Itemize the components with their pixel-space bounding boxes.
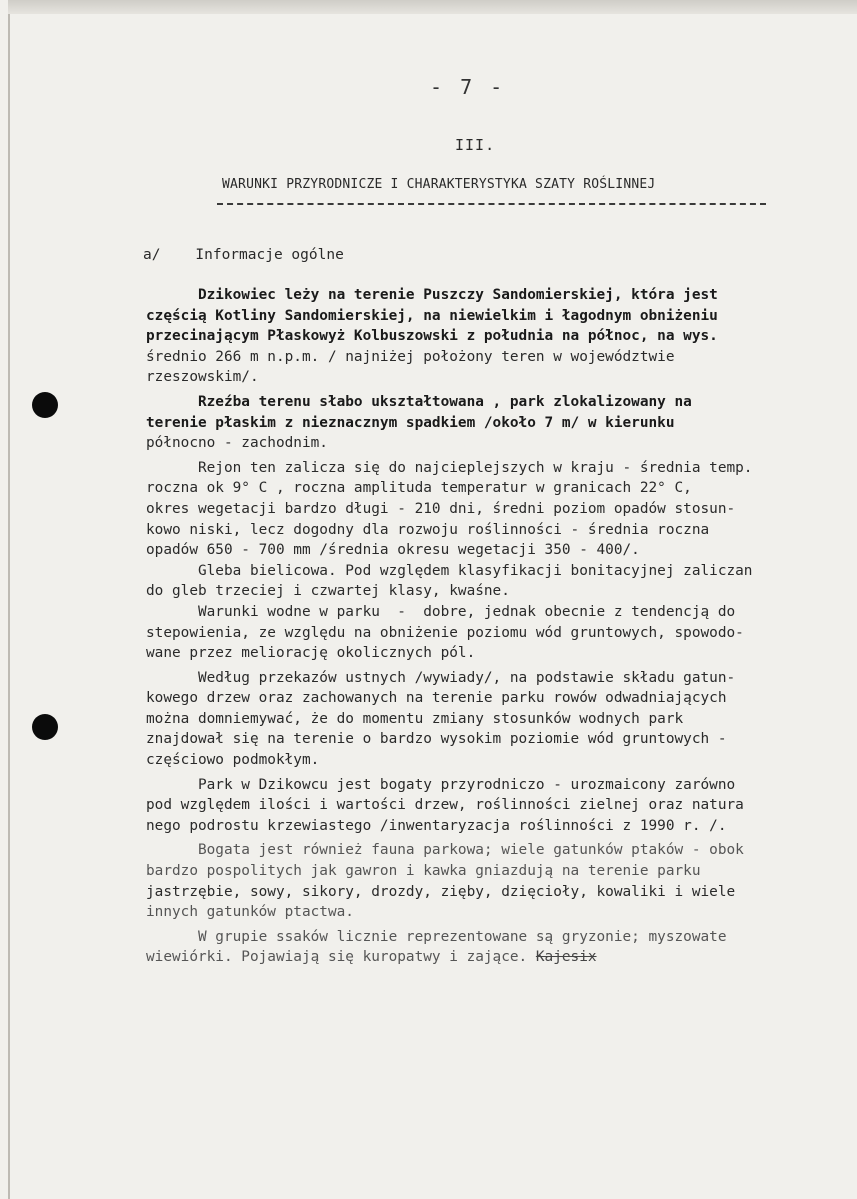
text-line: Park w Dzikowcu jest bogaty przyrodniczo - urozmaicony zarówno [146,776,736,793]
text-line: jastrzębie, sowy, sikory, drozdy, zięby, dzięcioły, kowaliki i wiele [146,883,736,900]
page-number: - 7 - [430,75,506,99]
body-text [146,285,846,968]
text-line: do gleb trzeciej i czwartej klasy, kwaśne. [146,583,510,600]
text-line: innych gatunków ptactwa. [146,904,354,921]
scan-edge-top [8,0,857,14]
section-numeral: III. [455,136,496,154]
text-line: Gleba bielicowa. Pod względem klasyfikacji bonitacyjnej zaliczan [146,562,753,579]
text-line: można domniemywać, że do momentu zmiany stosunków wodnych park [146,710,684,727]
text-line: północno - zachodnim. [146,435,328,452]
text-line: Rzeźba terenu słabo ukształtowana , park zlokalizowany na [146,393,692,410]
text-line: Według przekazów ustnych /wywiady/, na podstawie składu gatun- [146,669,736,686]
title-underline [217,203,766,205]
subheading-label: a/ [143,247,161,263]
text-line: nego podrostu krzewiastego /inwentaryzacja roślinności z 1990 r. /. [146,817,727,834]
text-line: stepowienia, ze względu na obniżenie poziomu wód gruntowych, spowodo- [146,624,744,641]
text-line: roczna ok 9° C , roczna amplituda temperatur w granicach 22° C, [146,480,692,497]
text-line: Dzikowiec leży na terenie Puszczy Sandomierskiej, która jest [146,287,718,303]
text-line: średnio 266 m n.p.m. / najniżej położony teren w województwie [146,348,675,365]
punch-hole-icon [32,392,58,418]
text-line-final [146,947,846,968]
text-line: bardzo pospolitych jak gawron i kawka gniazdują na terenie parku [146,863,701,880]
scan-edge-left [8,14,10,1199]
subheading-text: Informacje ogólne [195,247,344,263]
text-line: kowo niski, lecz dogodny dla rozwoju roślinności - średnia roczna [146,521,710,538]
struck-out-text: Kajesix [535,949,597,966]
text-line: Bogata jest również fauna parkowa; wiele gatunków ptaków - obok [146,842,744,859]
text-line: terenie płaskim z nieznacznym spadkiem /około 7 m/ w kierunku [146,414,675,431]
text-line: opadów 650 - 700 mm /średnia okresu wegetacji 350 - 400/. [146,542,640,559]
text-line: częściowo podmokłym. [146,752,320,769]
text-line: znajdował się na terenie o bardzo wysokim poziomie wód gruntowych - [146,731,727,748]
text-line: wane przez meliorację okolicznych pól. [146,645,476,662]
subheading [143,247,344,263]
punch-hole-icon [32,714,58,740]
text-line: częścią Kotliny Sandomierskiej, na niewielkim i łagodnym obniżeniu [146,307,718,324]
text-line: Warunki wodne w parku - dobre, jednak obecnie z tendencją do [146,603,736,620]
text-line: rzeszowskim/. [146,369,259,386]
page-title: WARUNKI PRZYRODNICZE I CHARAKTERYSTYKA SZATY ROŚLINNEJ [222,177,656,192]
text-line: Rejon ten zalicza się do najcieplejszych w kraju - średnia temp. [146,459,753,476]
final-line-text: wiewiórki. Pojawiają się kuropatwy i zające. [146,949,528,966]
text-line: W grupie ssaków licznie reprezentowane są gryzonie; myszowate [146,928,727,945]
text-line: pod względem ilości i wartości drzew, roślinności zielnej oraz natura [146,797,744,814]
text-line: okres wegetacji bardzo długi - 210 dni, średni poziom opadów stosun- [146,500,736,517]
text-line: kowego drzew oraz zachowanych na terenie parku rowów odwadniających [146,690,727,707]
text-line: przecinającym Płaskowyż Kolbuszowski z południa na północ, na wys. [146,328,718,345]
